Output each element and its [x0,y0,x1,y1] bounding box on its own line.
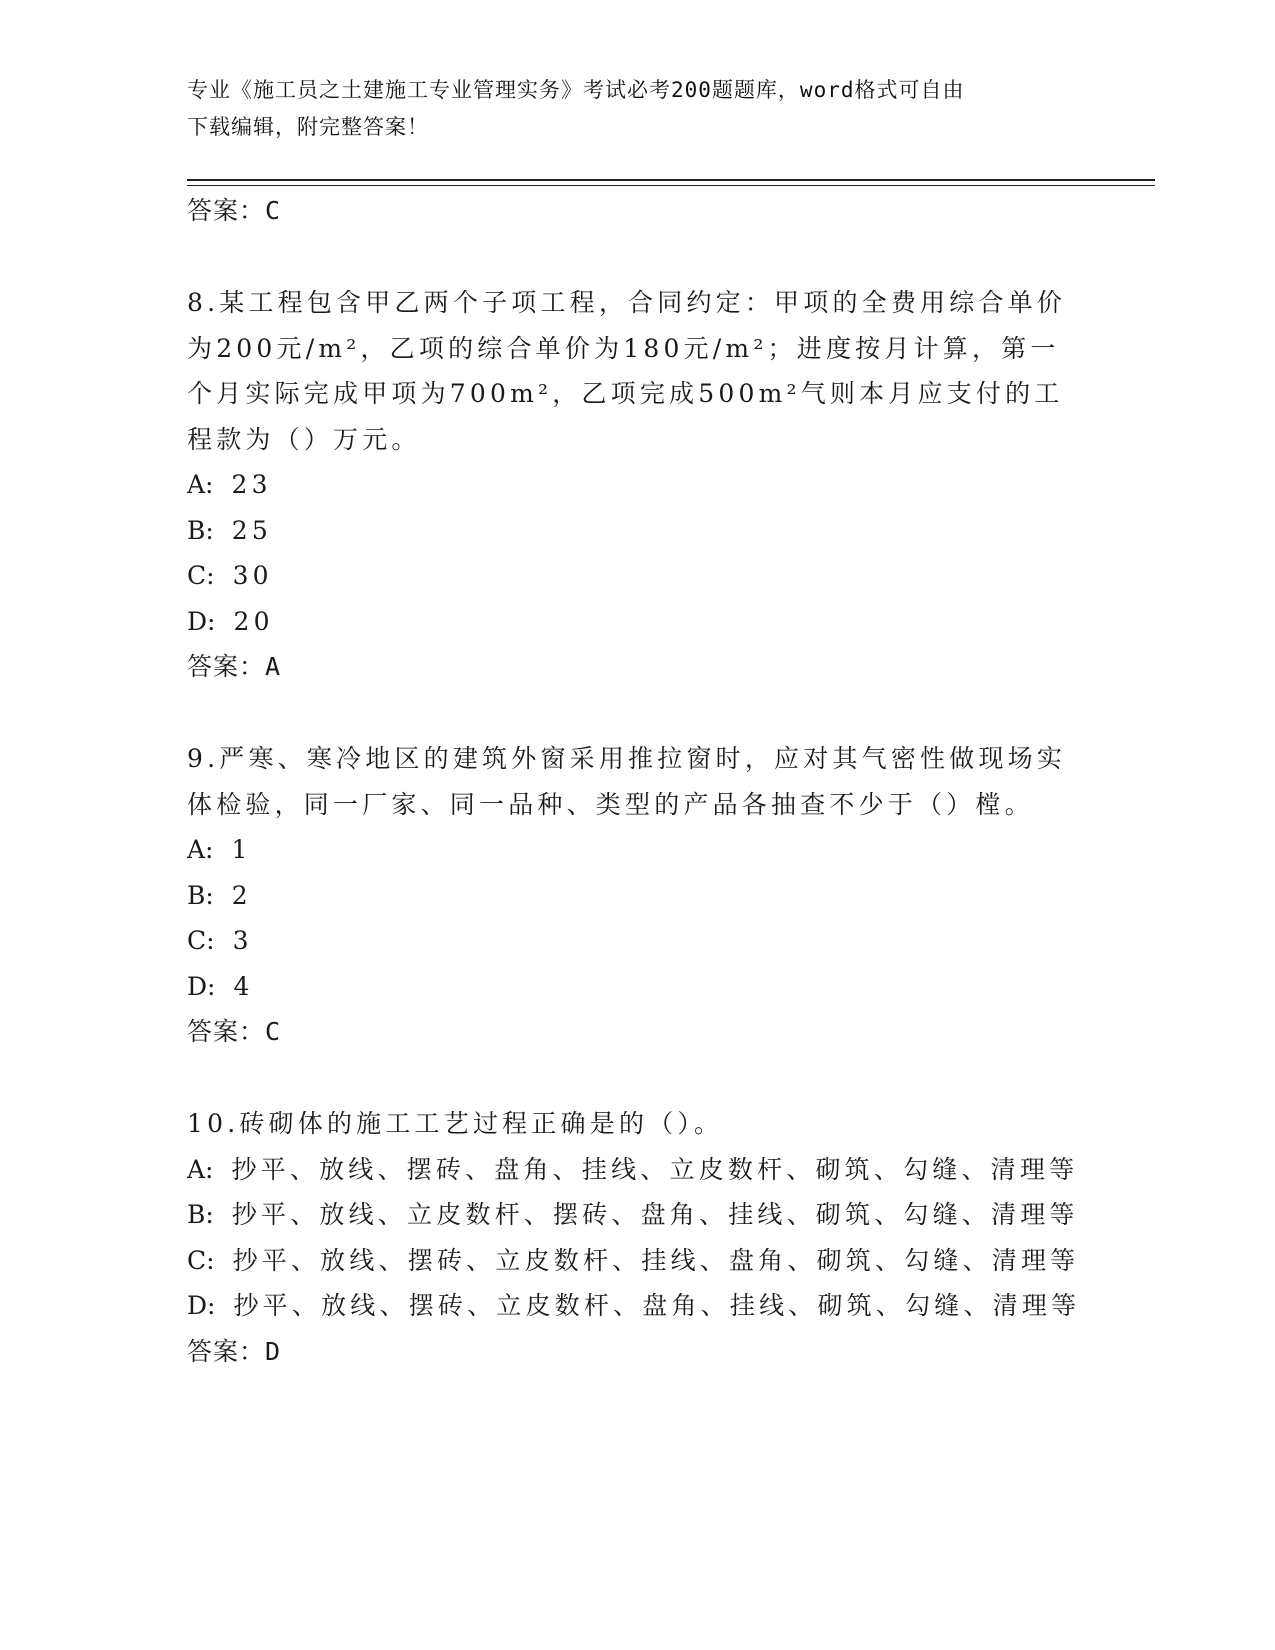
answer-line: 答案：A [187,652,282,681]
header-rule-thin [187,185,1155,186]
option-a: A: 23 [187,470,272,499]
option-d: D: 抄平、放线、摆砖、立皮数杆、盘角、挂线、砌筑、勾缝、清理等 [187,1291,1081,1320]
question-content [187,188,1087,1375]
header-rule-thick [187,179,1155,181]
option-b: B: 抄平、放线、立皮数杆、摆砖、盘角、挂线、砌筑、勾缝、清理等 [187,1200,1079,1229]
question-block [187,280,1087,690]
question-block [187,736,1087,1055]
document-header [187,72,1067,146]
answer-line: 答案：C [187,1017,282,1046]
spacer [187,690,1087,736]
option-a: A: 1 [187,835,252,864]
option-b: B: 2 [187,880,252,910]
question-stem: 10.砖砌体的施工工艺过程正确是的（）。 [187,1109,724,1138]
spacer [187,234,1087,280]
answer-line: 答案：D [187,1336,282,1366]
option-d: D: 20 [187,606,274,636]
option-d: D: 4 [187,971,254,1001]
option-a: A: 抄平、放线、摆砖、盘角、挂线、立皮数杆、砌筑、勾缝、清理等 [187,1154,1079,1184]
option-c: C: 30 [187,561,273,590]
option-b: B: 25 [187,515,273,545]
question-block [187,1101,1087,1375]
header-line-1: 专业《施工员之土建施工专业管理实务》考试必考200题题库，word格式可自由 [187,78,965,102]
spacer [187,1055,1087,1101]
header-line-2: 下载编辑，附完整答案！ [187,115,429,139]
previous-answer: 答案：C [187,196,282,225]
option-c: C: 抄平、放线、摆砖、立皮数杆、挂线、盘角、砌筑、勾缝、清理等 [187,1245,1080,1275]
option-c: C: 3 [187,926,253,955]
question-stem: 8.某工程包含甲乙两个子项工程，合同约定：甲项的全费用综合单价为200元/m²，乙项的综合单价为180元/m²；进度按月计算，第一个月实际完成甲项为700m²，乙项完成500m²气则本月应支付的工程款为（）万元。 [187,288,1067,454]
question-stem: 9.严寒、寒冷地区的建筑外窗采用推拉窗时，应对其气密性做现场实体检验，同一厂家、同一品种、类型的产品各抽查不少于（）樘。 [187,744,1067,819]
